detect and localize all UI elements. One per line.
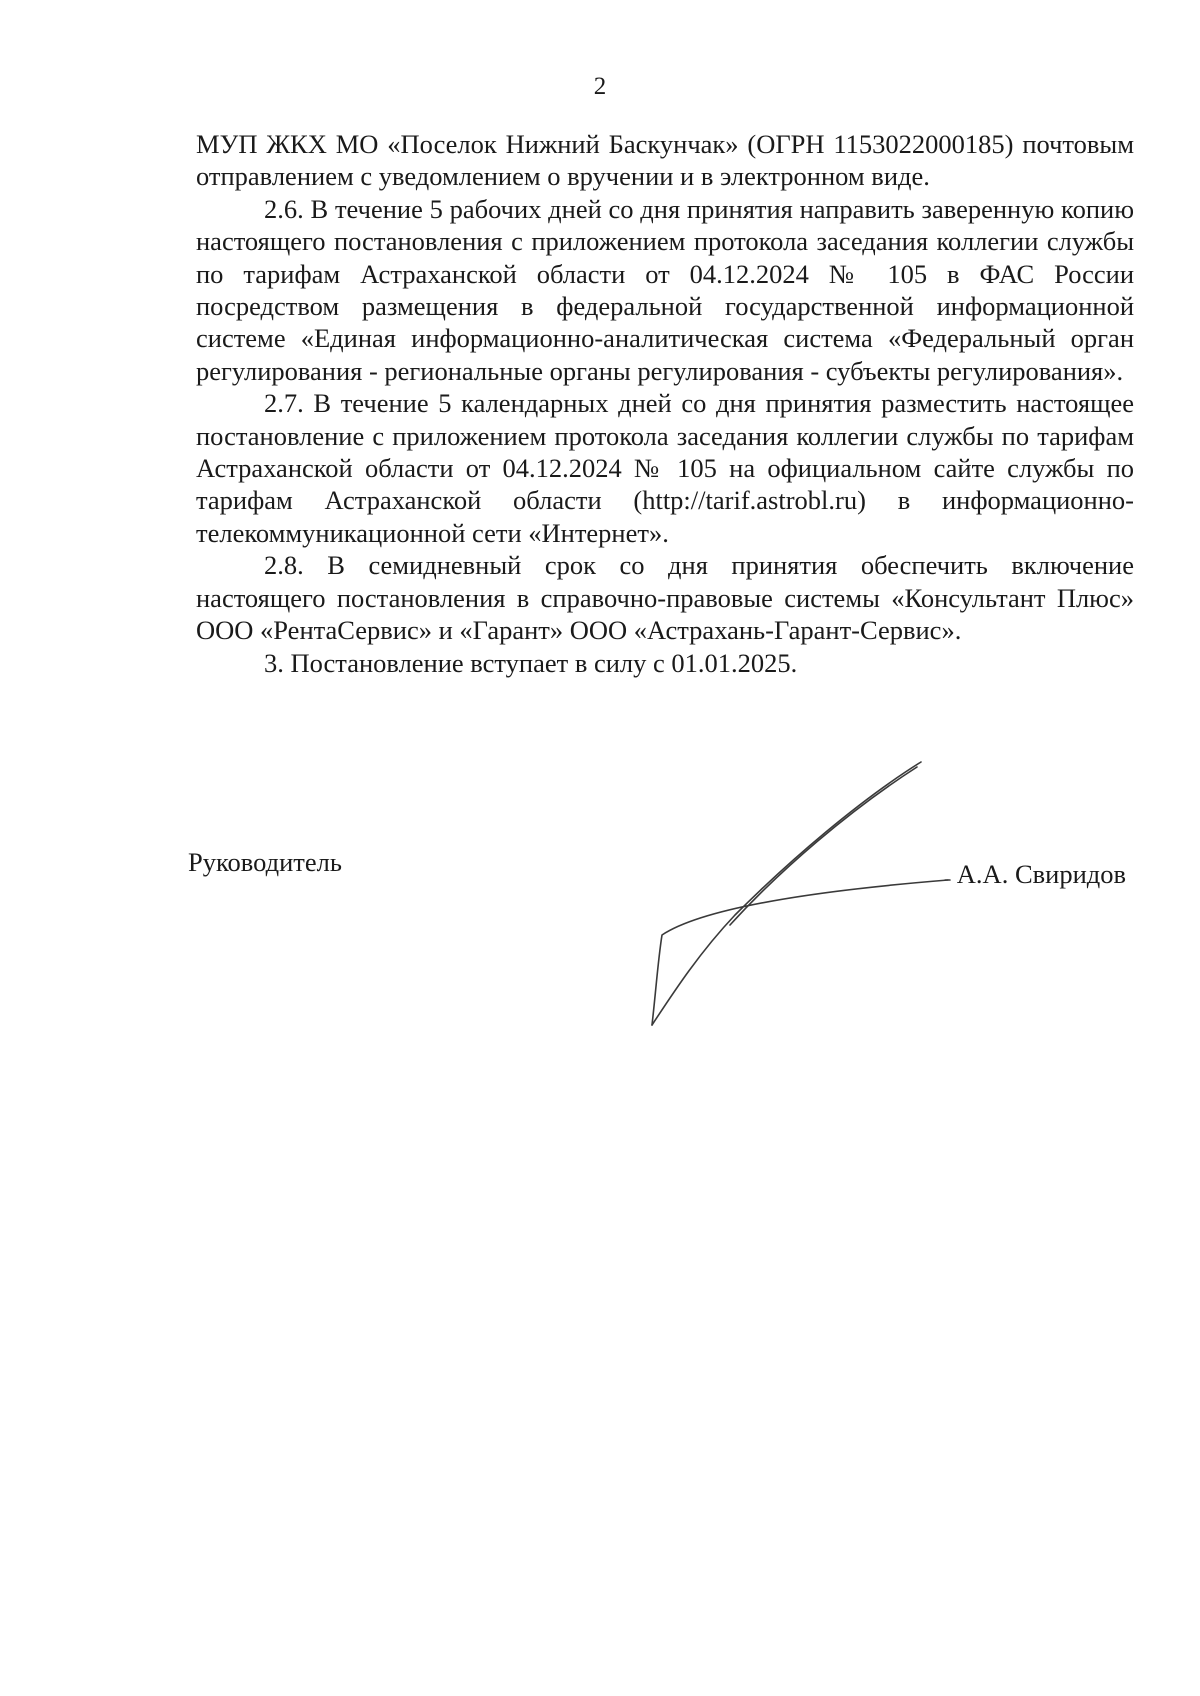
paragraph-recipient: МУП ЖКХ МО «Поселок Нижний Баскунчак» (ОГРН 1153022000185) почтовым отправлением с уведомлением о вручении и в электронном виде. (196, 129, 1134, 192)
signatory-name: А.А. Свиридов (956, 859, 1126, 889)
page-number: 2 (593, 73, 607, 100)
paragraph-2-8: 2.8. В семидневный срок со дня принятия обеспечить включение настоящего постановления в справочно-правовые системы «Консультант Плюс» ООО «РентаСервис» и «Гарант» ООО «Астрахань-Гарант-Сервис». (196, 550, 1134, 646)
paragraph-2-6: 2.6. В течение 5 рабочих дней со дня принятия направить заверенную копию настоящего постановления с приложением протокола заседания коллегии службы по тарифам Астраханской области от 04.12.2024 № 105 в ФАС России посредством размещения в федеральной государственной информационной системе «Единая информационно-аналитическая система «Федеральный орган регулирования - региональные органы регулирования - субъекты регулирования». (196, 193, 1134, 386)
paragraph-2-7: 2.7. В течение 5 календарных дней со дня принятия разместить настоящее постановление с приложением протокола заседания коллегии службы по тарифам Астраханской области от 04.12.2024 № 105 на официальном сайте службы по тарифам Астраханской области (http://tarif.astrobl.ru) в информационно-телекоммуникационной сети «Интернет». (196, 388, 1134, 548)
paragraph-3: 3. Постановление вступает в силу с 01.01.2025. (264, 647, 798, 678)
signatory-role: Руководитель (188, 847, 342, 877)
